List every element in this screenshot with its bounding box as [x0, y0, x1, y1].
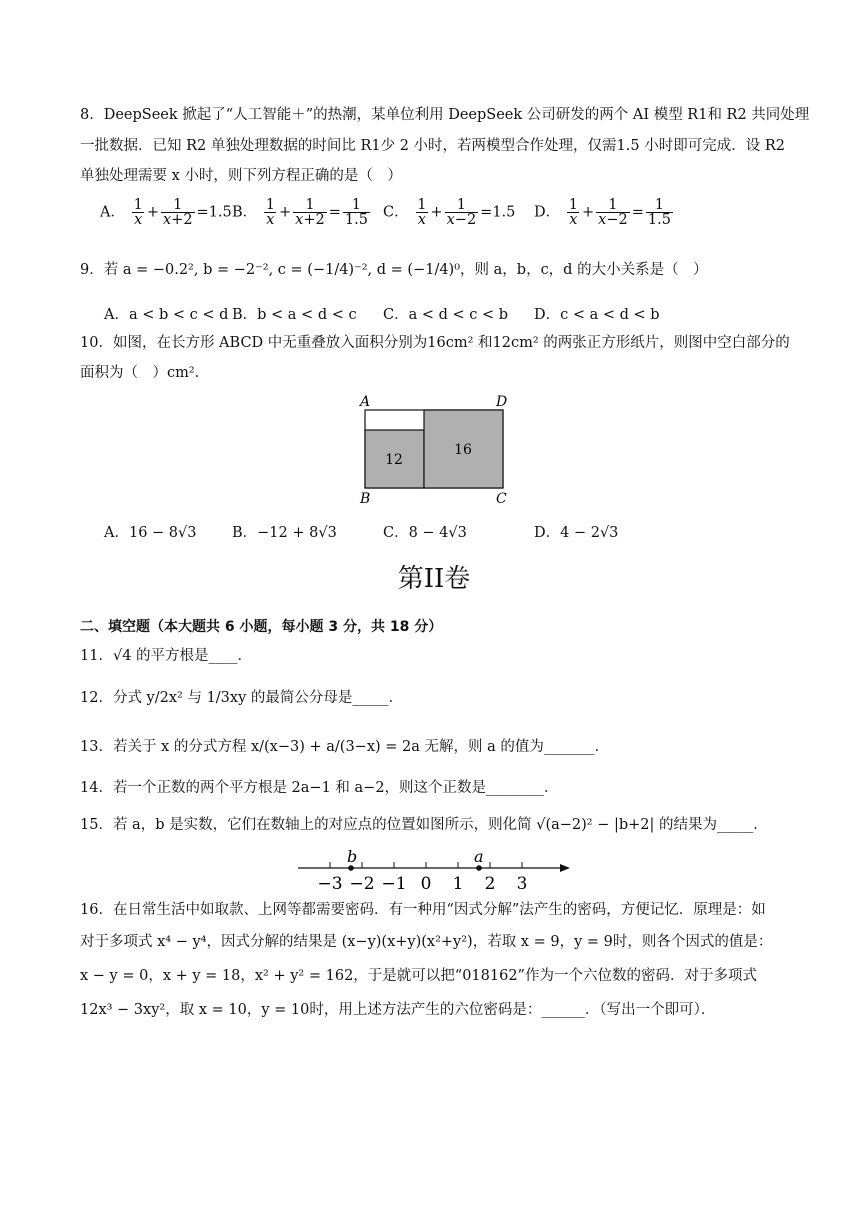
q13: 13．若关于 x 的分式方程 x/(x−3) + a/(3−x) = 2a 无解，则 a 的值为_______．	[80, 739, 610, 755]
q10-option-b[interactable]: B．−12 + 8√3	[232, 525, 337, 541]
number-line	[290, 845, 580, 895]
q8-line2: 一批数据．已知 R2 单独处理数据的时间比 R1少 2 小时，若两模型合作处理，仅需1.5 小时即可完成．设 R2	[80, 138, 785, 154]
q16-line2: 对于多项式 x⁴ − y⁴，因式分解的结果是 (x−y)(x+y)(x²+y²)，若取 x = 9，y = 9时，则各个因式的值是：	[80, 934, 773, 950]
q10-option-c[interactable]: C．8 − 4√3	[383, 525, 467, 541]
part-title: 第II卷	[397, 564, 471, 594]
vertex-d: D	[496, 394, 508, 410]
vertex-c: C	[496, 491, 507, 507]
rectangle-figure	[350, 390, 520, 510]
q15: 15．若 a，b 是实数，它们在数轴上的对应点的位置如图所示，则化简 √(a−2)² − |b+2| 的结果为_____．	[80, 817, 768, 833]
q9-option-d[interactable]: D．c < a < d < b	[534, 307, 660, 323]
label-a: a	[474, 847, 484, 866]
point-b	[348, 865, 354, 871]
q11: 11．√4 的平方根是____．	[80, 648, 253, 664]
q8-option-b[interactable]: B． $\frac{1}{x}$ + $\frac{1}{x+2}$ = $\frac{1}{1.5}$	[232, 197, 368, 228]
q10-line1: 10．如图，在长方形 ABCD 中无重叠放入面积分别为16cm² 和12cm² 的两张正方形纸片，则图中空白部分的	[80, 335, 790, 351]
tick-label: 3	[516, 874, 528, 894]
vertex-b: B	[360, 491, 371, 507]
tick-label: 0	[420, 874, 432, 894]
q8-option-a[interactable]: A． $\frac{1}{x}$ + $\frac{1}{x+2}$ =1.5	[100, 197, 232, 228]
point-a	[476, 865, 482, 871]
tick-label: −3	[317, 874, 343, 894]
q9-stem: 9．若 a = −0.2², b = −2⁻², c = (−1/4)⁻², d = (−1/4)⁰，则 a，b，c，d 的大小关系是（ ）	[80, 262, 708, 278]
label-b: b	[347, 847, 358, 866]
q8-line3: 单独处理需要 x 小时，则下列方程正确的是（ ）	[80, 168, 402, 184]
q14: 14．若一个正数的两个平方根是 2a−1 和 a−2，则这个正数是________．	[80, 780, 559, 796]
vertex-a: A	[360, 394, 371, 410]
q9-option-c[interactable]: C．a < d < c < b	[383, 307, 509, 323]
tick-label: −1	[381, 874, 407, 894]
q16-line3: x − y = 0，x + y = 18，x² + y² = 162，于是就可以把“018162”作为一个六位数的密码．对于多项式	[80, 968, 757, 984]
q9-option-b[interactable]: B．b < a < d < c	[232, 307, 357, 323]
q8-line1: 8．DeepSeek 掀起了“人工智能＋”的热潮，某单位利用 DeepSeek 公司研发的两个 AI 模型 R1和 R2 共同处理	[80, 107, 810, 123]
q16-line1: 16．在日常生活中如取款、上网等都需要密码．有一种用“因式分解”法产生的密码，方便记忆．原理是：如	[80, 902, 766, 918]
q10-option-d[interactable]: D．4 − 2√3	[534, 525, 619, 541]
q10-option-a[interactable]: A．16 − 8√3	[104, 525, 197, 541]
label-small: 12	[385, 452, 403, 468]
q8-option-d[interactable]: D． $\frac{1}{x}$ + $\frac{1}{x-2}$ = $\frac{1}{1.5}$	[534, 197, 671, 228]
label-large: 16	[454, 442, 472, 458]
tick-label: −2	[349, 874, 375, 894]
q9-option-a[interactable]: A．a < b < c < d	[104, 307, 229, 323]
q16-line4: 12x³ − 3xy²，取 x = 10，y = 10时，用上述方法产生的六位密码是：______．（写出一个即可）．	[80, 1002, 716, 1018]
tick-label: 1	[452, 874, 464, 894]
tick-label: 2	[484, 874, 496, 894]
section-heading: 二、填空题（本大题共 6 小题，每小题 3 分，共 18 分）	[80, 619, 443, 635]
q8-option-c[interactable]: C． $\frac{1}{x}$ + $\frac{1}{x-2}$ =1.5	[383, 197, 516, 228]
q12: 12．分式 y/2x² 与 1/3xy 的最简公分母是_____．	[80, 690, 404, 706]
q10-line2: 面积为（ ）cm²．	[80, 365, 210, 381]
